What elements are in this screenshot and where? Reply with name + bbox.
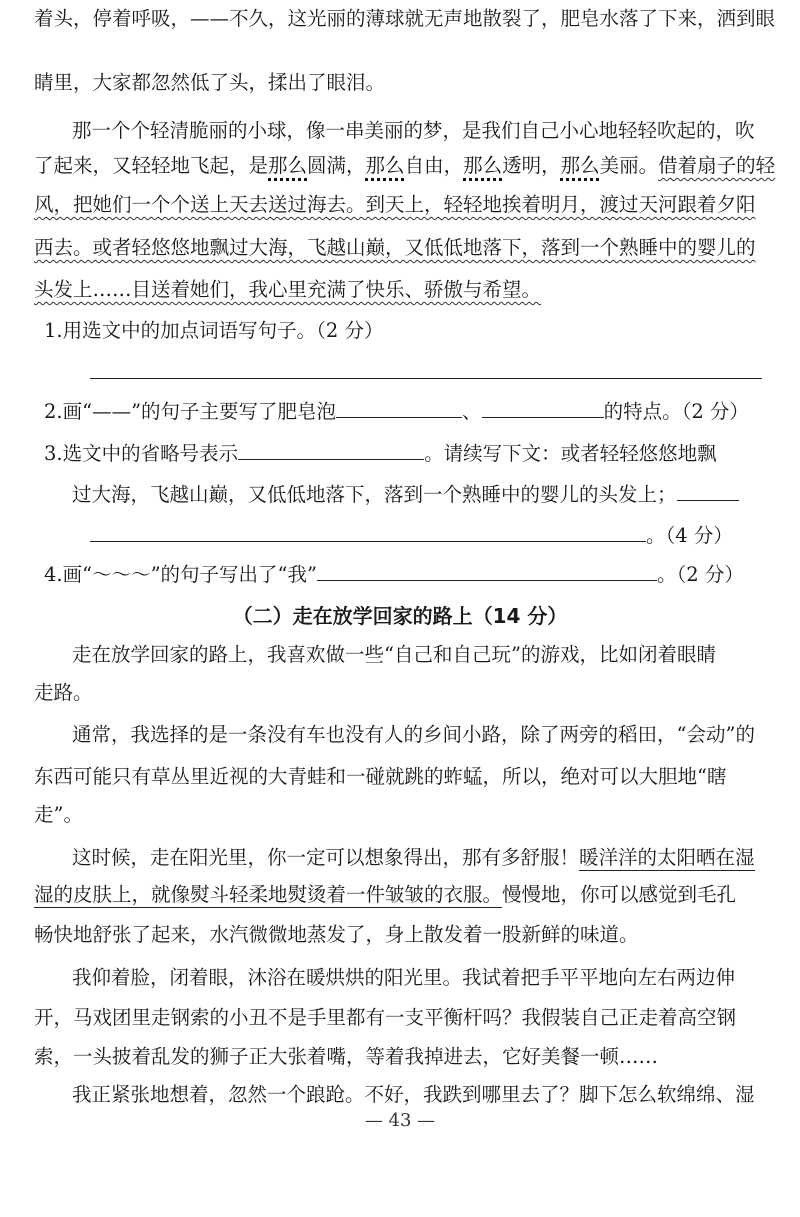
- section-title: （二）走在放学回家的路上（14 分）: [232, 604, 568, 628]
- text: 走路。: [34, 681, 93, 704]
- question-text: 1.用选文中的加点词语写句子。（2 分）: [44, 319, 384, 342]
- question-1: [0, 316, 800, 346]
- text: 美丽。: [599, 154, 659, 177]
- passage2-line: [0, 1080, 800, 1110]
- answer-line-q1[interactable]: [90, 378, 762, 379]
- question-text: 过大海，飞越山巅，又低低地落下，落到一个熟睡中的婴儿的头发上；: [72, 483, 677, 506]
- question-text: 3.选文中的省略号表示: [44, 442, 239, 465]
- text: 那一个个轻清脆丽的小球，像一串美丽的梦，是我们自己小心地轻轻吹起的，吹: [72, 119, 755, 142]
- text: 透明，: [502, 154, 561, 177]
- text: 开，马戏团里走钢索的小丑不是手里都有一支平衡杆吗？我假装自己正走着高空钢: [34, 1006, 737, 1029]
- question-3-answer-line: [0, 519, 800, 551]
- passage2-line: [0, 843, 800, 873]
- text: 了起来，又轻轻地飞起，是: [34, 154, 269, 177]
- text: 圆满，: [307, 154, 366, 177]
- answer-blank[interactable]: [317, 558, 657, 581]
- question-text: 。请续写下文：或者轻轻悠悠地飘: [424, 442, 717, 465]
- passage1-line-1: [0, 4, 800, 34]
- question-2: [0, 395, 800, 427]
- passage1-line-7: [0, 275, 800, 305]
- wavy-underlined-text: 借着扇子的轻: [658, 154, 776, 177]
- question-3: [0, 437, 800, 469]
- passage2-line: [0, 800, 800, 830]
- text: 索，一头披着乱发的狮子正大张着嘴，等着我掉进去，它好美餐一顿……: [34, 1045, 659, 1068]
- passage1-line-3: [0, 116, 800, 146]
- text: 慢慢地，你可以感觉到毛孔: [502, 883, 737, 906]
- passage2-line: [0, 762, 800, 792]
- wavy-underlined-text: 西去。或者轻悠悠地飘过大海，飞越山巅，又低低地落下，落到一个熟睡中的婴儿的: [34, 236, 756, 259]
- passage1-line-4: [0, 151, 800, 181]
- passage2-line: [0, 720, 800, 750]
- text: 我仰着脸，闭着眼，沐浴在暖烘烘的阳光里。我试着把手平平地向左右两边伸: [72, 966, 736, 989]
- passage2-line: [0, 1042, 800, 1072]
- question-4: [0, 558, 800, 590]
- question-text: 2.画“——”的句子主要写了肥皂泡: [44, 400, 337, 423]
- answer-blank[interactable]: [238, 437, 424, 460]
- text: 这时候，走在阳光里，你一定可以想象得出，那有多舒服！: [72, 846, 580, 869]
- wavy-underlined-text: 风，把她们一个个送上天去送过海去。到天上，轻轻地挨着明月，渡过天河跟着夕阳: [34, 193, 756, 216]
- passage1-line-2: [0, 68, 800, 98]
- text: 着头，停着呼吸，——不久，这光丽的薄球就无声地散裂了，肥皂水落了下来，洒到眼: [34, 7, 776, 30]
- passage2-line: [0, 920, 800, 950]
- text: 畅快地舒张了起来，水汽微微地蒸发了，身上散发着一股新鲜的味道。: [34, 923, 639, 946]
- text: 通常，我选择的是一条没有车也没有人的乡间小路，除了两旁的稻田，“会动”的: [72, 723, 755, 746]
- passage2-line: [0, 640, 800, 670]
- passage2-line: [0, 880, 800, 910]
- wavy-underlined-text: 头发上……目送着她们，我心里充满了快乐、骄傲与希望。: [34, 278, 542, 301]
- question-text: 的特点。（2 分）: [603, 400, 749, 423]
- text: 东西可能只有草丛里近视的大青蛙和一碰就跳的蚱蜢，所以，绝对可以大胆地“瞎: [34, 765, 727, 788]
- text: 自由，: [404, 154, 464, 177]
- answer-blank[interactable]: [677, 478, 739, 501]
- answer-blank[interactable]: [336, 395, 462, 418]
- passage2-line: [0, 963, 800, 993]
- dotted-word: 那么: [560, 154, 600, 177]
- page-number: — 43 —: [364, 1110, 436, 1131]
- passage1-line-5: [0, 190, 800, 220]
- passage2-line: [0, 1003, 800, 1033]
- question-text: 4.画“～～～”的句子写出了“我”: [44, 563, 317, 586]
- answer-blank[interactable]: [90, 519, 646, 542]
- text: 我正紧张地想着，忽然一个踉跄。不好，我跌到哪里去了？脚下怎么软绵绵、湿: [72, 1083, 755, 1106]
- passage2-line: [0, 678, 800, 708]
- answer-blank[interactable]: [482, 395, 604, 418]
- dotted-word: 那么: [268, 154, 308, 177]
- dotted-word: 那么: [365, 154, 405, 177]
- straight-underlined-text: 湿的皮肤上，就像熨斗轻柔地熨烫着一件皱皱的衣服。: [34, 883, 503, 906]
- question-text: 。（2 分）: [656, 563, 744, 586]
- question-3-continued: [0, 478, 800, 510]
- dotted-word: 那么: [463, 154, 503, 177]
- straight-underlined-text: 暖洋洋的太阳晒在湿: [579, 846, 755, 869]
- text: 走在放学回家的路上，我喜欢做一些“自己和自己玩”的游戏，比如闭着眼睛: [72, 643, 716, 666]
- text: 睛里，大家都忽然低了头，揉出了眼泪。: [34, 71, 386, 94]
- question-text: 、: [462, 400, 482, 423]
- passage1-line-6: [0, 233, 800, 263]
- text: 走”。: [34, 803, 83, 826]
- question-text: 。（4 分）: [646, 524, 733, 547]
